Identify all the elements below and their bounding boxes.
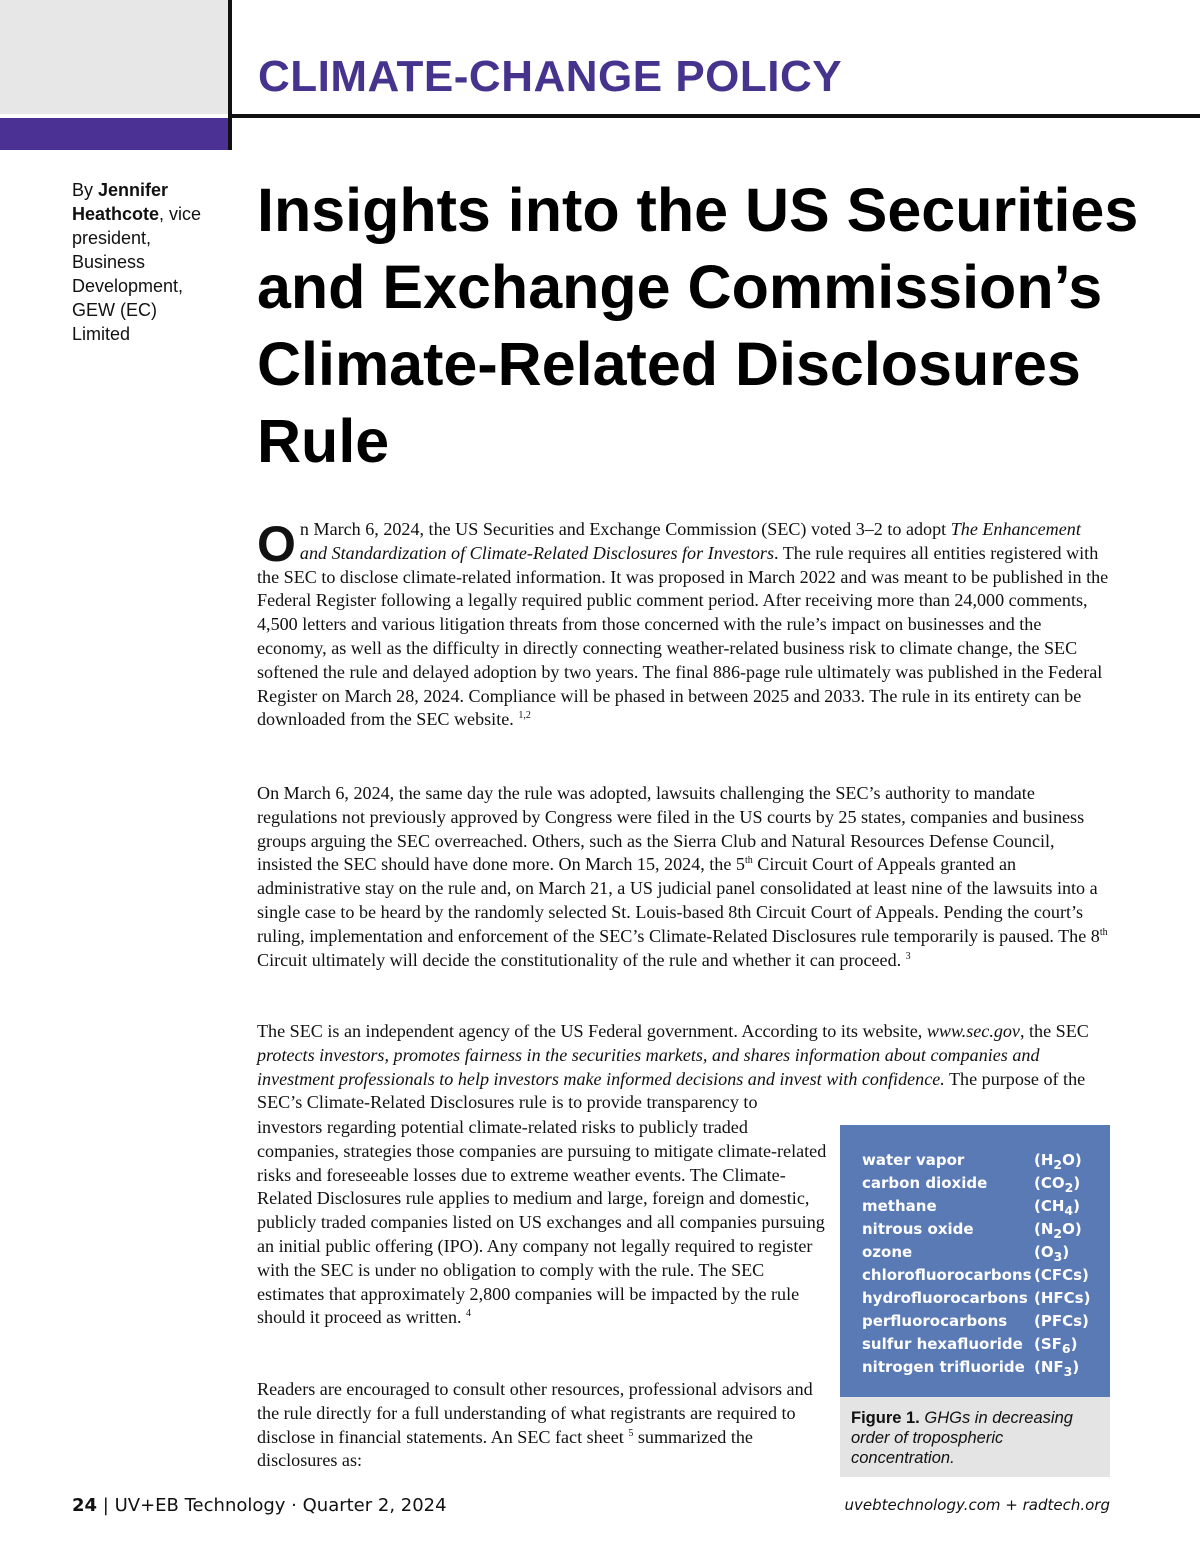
rule-title: The Enhancement and Standardization of Climate-Related Disclosures for Investors (299, 519, 1081, 563)
ghg-row (862, 1289, 1102, 1312)
figure-caption-label: Figure 1. (851, 1409, 920, 1427)
section-title: CLIMATE-CHANGE POLICY (258, 52, 843, 101)
figure-1 (840, 1125, 1110, 1477)
paragraph-1-rest: . The rule requires all entities registered with the SEC to disclose climate-related information. It was proposed in March 2022 and was meant to be published in the Federal Register following a legally required public comment period. After receiving more than 24,000 comments, 4,500 letters and various litigation threats from those concerned with the rule’s impact on businesses and the economy, as well as the difficulty in directly connecting weather-related business risk to climate change, the SEC softened the rule and delayed adoption by two years. The final 886-page rule ultimately was published in the Federal Register on March 28, 2024. Compliance will be phased in between 2025 and 2033. The rule in its entirety can be downloaded from the SEC website. (257, 542, 1109, 730)
gas-formula: $(N_2O)$ (1034, 1220, 1082, 1241)
gas-formula: $(H_2O)$ (1034, 1151, 1082, 1172)
paragraph-2-part-c: Circuit ultimately will decide the constitutionality of the rule and whether it can proceed. (257, 949, 906, 970)
article-paragraph-2 (257, 782, 1112, 972)
footer-separator: | (102, 1495, 109, 1516)
byline-details: , vice president, Business Development, GEW (EC) Limited (72, 204, 202, 344)
sec-website-link[interactable]: www.sec.gov (926, 1021, 1020, 1041)
footer-websites: uvebtechnology.com + radtech.org (844, 1496, 1110, 1514)
footnote-ref-3: 3 (905, 950, 911, 962)
paragraph-5-part-b: summarized the disclosures as: (257, 1426, 753, 1471)
publication-name: UV+EB Technology · Quarter 2, 2024 (114, 1495, 447, 1516)
ghg-row (862, 1174, 1102, 1197)
article-headline: Insights into the US Securities and Exchange Commission’s Climate-Related Disclosures Rule (257, 176, 1139, 475)
ghg-row (862, 1335, 1102, 1358)
paragraph-3-part-b: , the SEC (1019, 1021, 1089, 1041)
paragraph-5-part-a: Readers are encouraged to consult other resources, professional advisors and the rule directly for a full understanding of what registrants are required to disclose in financial statements. An SEC fact sheet (257, 1379, 813, 1447)
footnote-ref-5: 5 (628, 1427, 634, 1439)
sec-mission-quote: protects investors, promotes fairness in the securities markets, and shares information about companies and investment professionals to help investors make informed decisions and invest with confidence. (257, 1044, 1040, 1089)
header-vertical-rule (228, 0, 232, 150)
byline (72, 178, 212, 346)
gas-name: chlorofluorocarbons (862, 1266, 1032, 1284)
gas-formula: $(O_3)$ (1034, 1243, 1070, 1264)
ghg-row (862, 1358, 1102, 1381)
ghg-row (862, 1266, 1102, 1289)
header-accent-bar (0, 118, 228, 150)
ghg-row (862, 1220, 1102, 1243)
header-horizontal-rule (232, 114, 1200, 118)
footnote-ref-1-2: 1,2 (518, 710, 531, 722)
paragraph-4-text: investors regarding potential climate-related risks to publicly traded companies, strategies those companies are pursuing to mitigate climate-related risks and foreseeable losses due to extreme weather events. The Climate-Related Disclosures rule applies to medium and large, foreign and domestic, publicly traded companies listed on US exchanges and all companies pursuing an initial public offering (IPO). Any company not legally required to register with the SEC is under no obligation to comply with the rule. The SEC estimates that approximately 2,800 companies will be impacted by the rule should it proceed as written. (257, 1117, 827, 1328)
article-paragraph-4 (257, 1116, 827, 1330)
gas-name: perfluorocarbons (862, 1312, 1008, 1330)
figure-caption-text: GHGs in decreasing order of tropospheric concentration. (851, 1409, 1073, 1467)
figure-caption (851, 1408, 1106, 1468)
gas-name: ozone (862, 1243, 913, 1261)
gas-formula: $(CH_4)$ (1034, 1197, 1080, 1218)
paragraph-1-lead: n March 6, 2024, the US Securities and Exchange Commission (SEC) voted 3–2 to adopt (299, 519, 951, 539)
article-paragraph-1 (257, 518, 1112, 732)
paragraph-2-part-a: On March 6, 2024, the same day the rule was adopted, lawsuits challenging the SEC’s authority to mandate regulations not previously approved by Congress were filed in the US courts by 25 states, companies and business groups arguing the SEC overreached. Others, such as the Sierra Club and Natural Resources Defense Council, insisted the SEC should have done more. On March 15, 2024, the 5 (257, 783, 1085, 875)
gas-formula: (HFCs) (1034, 1289, 1091, 1307)
ghg-row (862, 1151, 1102, 1174)
header-corner-block (0, 0, 228, 114)
gas-name: nitrous oxide (862, 1220, 974, 1238)
ghg-row (862, 1243, 1102, 1266)
gas-formula: (CFCs) (1034, 1266, 1089, 1284)
gas-formula: $(NF_3)$ (1034, 1358, 1080, 1379)
article-paragraph-5 (257, 1378, 827, 1473)
gas-name: water vapor (862, 1151, 965, 1169)
article-paragraph-3 (257, 1020, 1112, 1115)
gas-formula: $(SF_6)$ (1034, 1335, 1078, 1356)
byline-prefix: By (72, 180, 99, 200)
paragraph-3-part-c: The purpose of the SEC’s Climate-Related Disclosures rule is to provide transparency to (257, 1068, 1086, 1113)
byline-author: Jennifer Heathcote (72, 180, 169, 224)
footer-publication (72, 1495, 447, 1516)
ghg-row (862, 1312, 1102, 1335)
gas-formula: $(CO_2)$ (1034, 1174, 1081, 1195)
paragraph-3-part-a: The SEC is an independent agency of the US Federal government. According to its website, (257, 1021, 927, 1041)
gas-name: nitrogen trifluoride (862, 1358, 1025, 1376)
footnote-ref-4: 4 (466, 1308, 472, 1320)
gas-formula: (PFCs) (1034, 1312, 1089, 1330)
ordinal-suffix: th (1099, 926, 1108, 938)
gas-name: carbon dioxide (862, 1174, 988, 1192)
paragraph-2-part-b: Circuit Court of Appeals granted an administrative stay on the rule and, on March 21, a US judicial panel consolidated at least nine of the lawsuits into a single case to be heard by the randomly selected St. Louis-based 8th Circuit Court of Appeals. Pending the court’s ruling, implementation and enforcement of the SEC’s Climate-Related Disclosures rule temporarily is paused. The 8 (257, 854, 1100, 946)
page-number: 24 (72, 1495, 98, 1516)
gas-name: sulfur hexafluoride (862, 1335, 1023, 1353)
ordinal-suffix: th (744, 855, 753, 867)
gas-name: methane (862, 1197, 937, 1215)
drop-cap: O (257, 516, 296, 572)
gas-name: hydrofluorocarbons (862, 1289, 1028, 1307)
ghg-table (840, 1125, 1110, 1397)
ghg-row (862, 1197, 1102, 1220)
